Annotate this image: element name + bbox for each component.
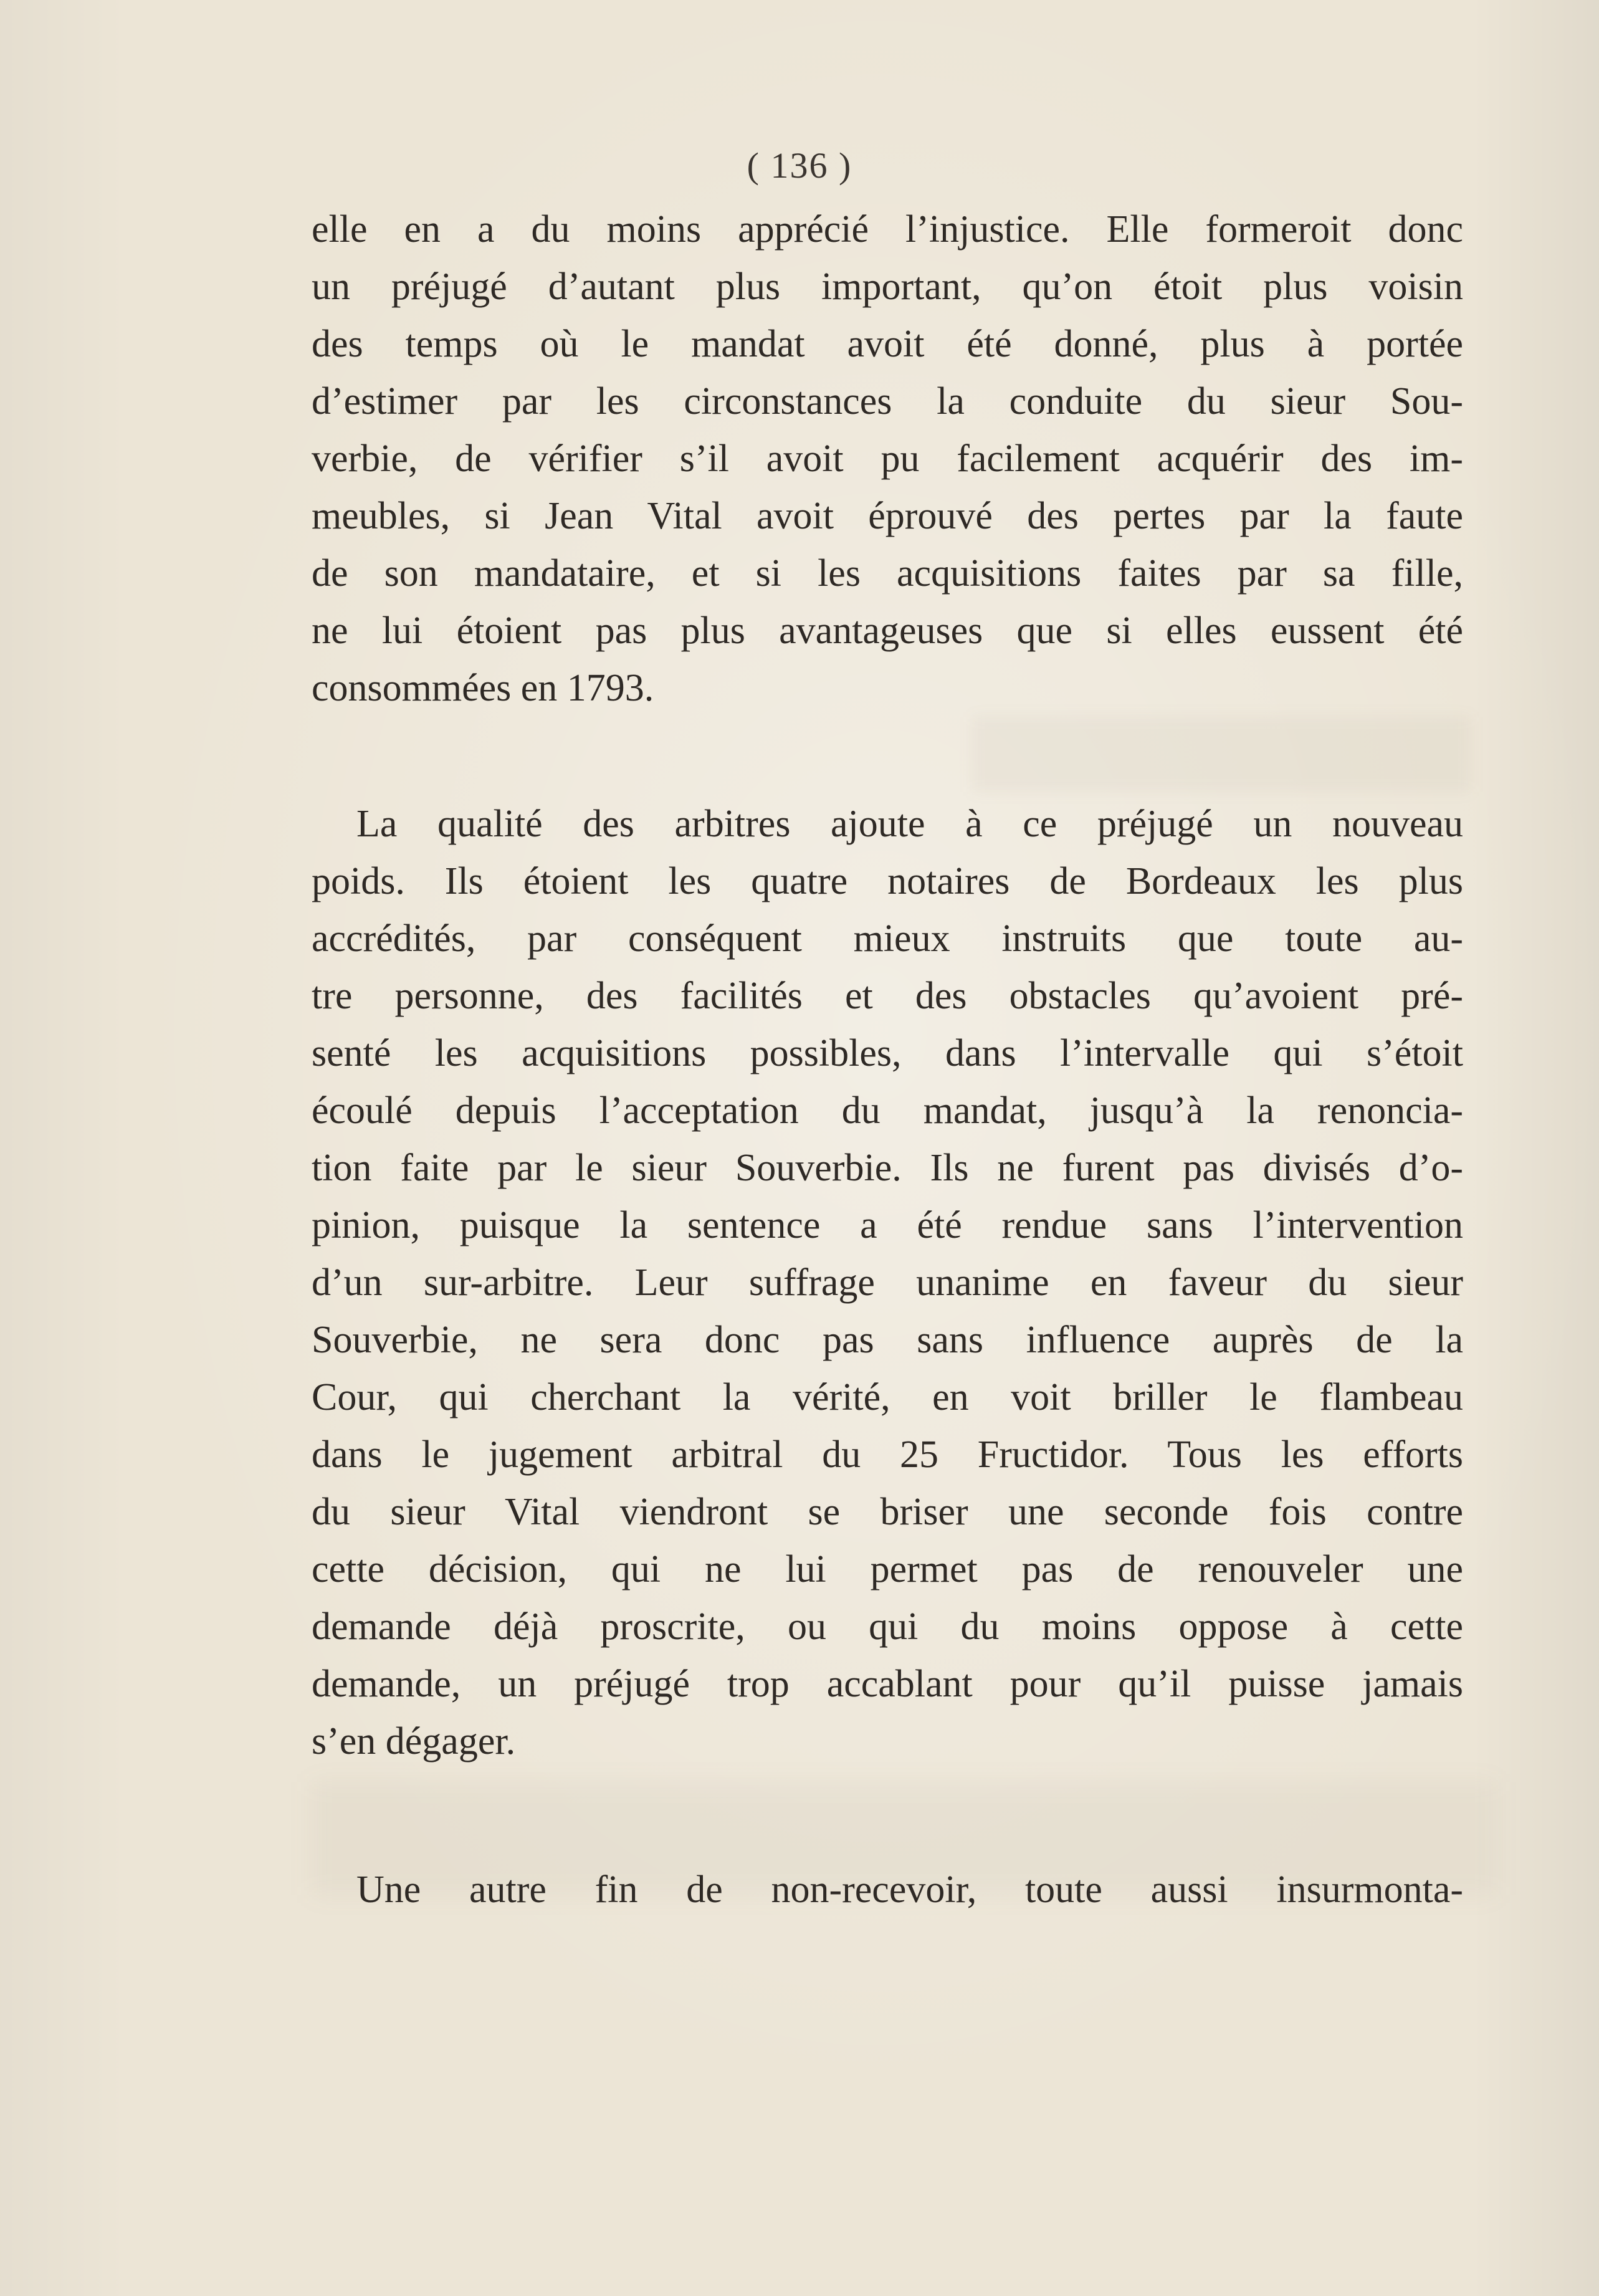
text-line: elle en a du moins apprécié l’injustice. Elle formeroit donc bbox=[312, 208, 1463, 251]
text-line: d’estimer par les circonstances la conduite du sieur Sou- bbox=[312, 380, 1463, 423]
paragraph-3 bbox=[312, 1861, 1463, 1918]
text-line: verbie, de vérifier s’il avoit pu facilement acquérir des im- bbox=[312, 438, 1463, 480]
text-line: cette décision, qui ne lui permet pas de renouveler une bbox=[312, 1548, 1463, 1590]
text-line: s’en dégager. bbox=[312, 1720, 516, 1763]
text-line: des temps où le mandat avoit été donné, plus à portée bbox=[312, 323, 1463, 365]
text-line: consommées en 1793. bbox=[312, 667, 654, 709]
show-through-stain bbox=[972, 717, 1471, 792]
text-line: Une autre fin de non-recevoir, toute aussi insurmonta- bbox=[356, 1868, 1463, 1911]
text-line: demande déjà proscrite, ou qui du moins oppose à cette bbox=[312, 1605, 1463, 1648]
text-line: d’un sur-arbitre. Leur suffrage unanime en faveur du sieur bbox=[312, 1261, 1463, 1304]
text-line: La qualité des arbitres ajoute à ce préjugé un nouveau bbox=[356, 803, 1463, 845]
text-line: Souverbie, ne sera donc pas sans influence auprès de la bbox=[312, 1319, 1463, 1361]
text-line: tre personne, des facilités et des obstacles qu’avoient pré- bbox=[312, 975, 1463, 1017]
text-line: poids. Ils étoient les quatre notaires de Bordeaux les plus bbox=[312, 860, 1463, 902]
text-line: senté les acquisitions possibles, dans l’intervalle qui s’étoit bbox=[312, 1032, 1463, 1074]
page-number: ( 136 ) bbox=[747, 145, 852, 186]
text-line: demande, un préjugé trop accablant pour qu’il puisse jamais bbox=[312, 1663, 1463, 1705]
text-line: du sieur Vital viendront se briser une seconde fois contre bbox=[312, 1491, 1463, 1533]
paragraph-2 bbox=[312, 795, 1463, 1770]
text-line: accrédités, par conséquent mieux instruits que toute au- bbox=[312, 917, 1463, 960]
text-line: écoulé depuis l’acceptation du mandat, jusqu’à la renoncia- bbox=[312, 1089, 1463, 1132]
text-line: tion faite par le sieur Souverbie. Ils ne furent pas divisés d’o- bbox=[312, 1147, 1463, 1189]
text-line: meubles, si Jean Vital avoit éprouvé des pertes par la faute bbox=[312, 495, 1463, 537]
text-line: un préjugé d’autant plus important, qu’on étoit plus voisin bbox=[312, 265, 1463, 308]
text-line: pinion, puisque la sentence a été rendue sans l’intervention bbox=[312, 1204, 1463, 1246]
text-line: Cour, qui cherchant la vérité, en voit briller le flambeau bbox=[312, 1376, 1463, 1418]
paragraph-1 bbox=[312, 201, 1463, 717]
text-line: de son mandataire, et si les acquisitions faites par sa fille, bbox=[312, 552, 1463, 595]
text-line: ne lui étoient pas plus avantageuses que si elles eussent été bbox=[312, 610, 1463, 652]
text-line: dans le jugement arbitral du 25 Fructidor. Tous les efforts bbox=[312, 1433, 1463, 1476]
